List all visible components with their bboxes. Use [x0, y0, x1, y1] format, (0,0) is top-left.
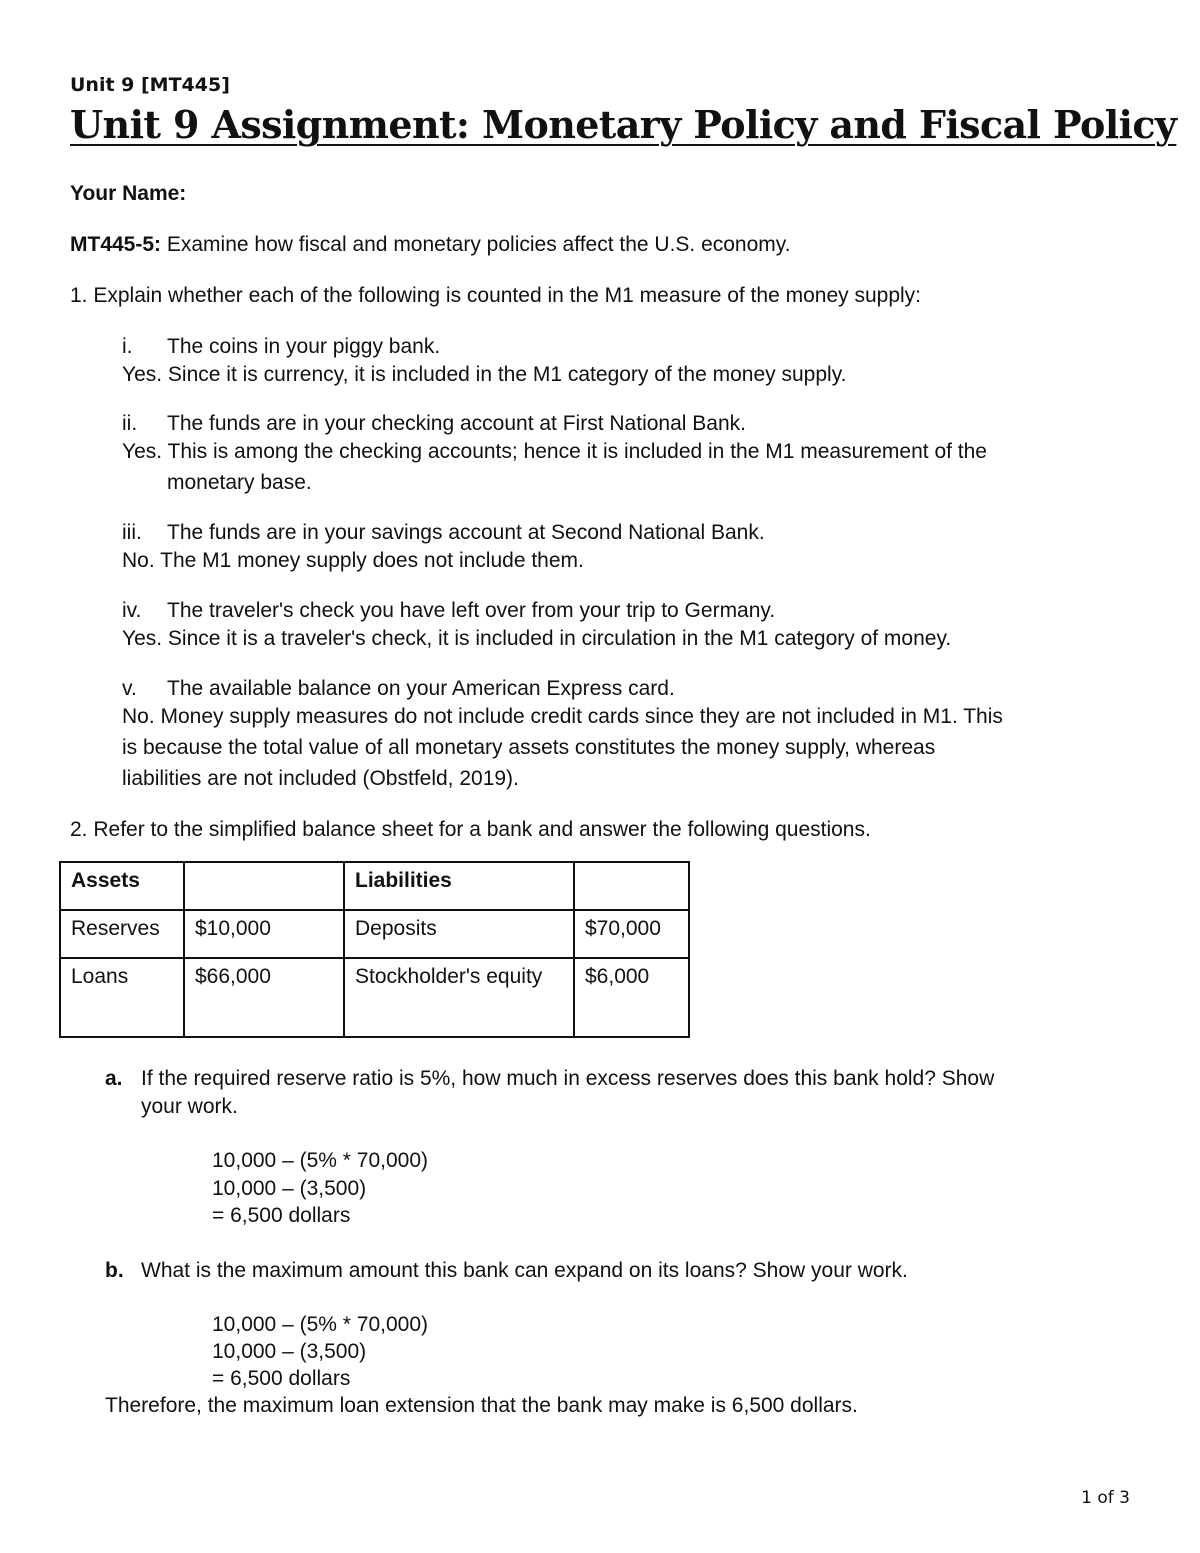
- name-label: Your Name:: [70, 182, 187, 205]
- table-header-cell: [574, 862, 689, 910]
- q1-answer-v-line2: is because the total value of all monetary assets constitutes the money supply, whereas: [122, 736, 936, 759]
- table-cell: Reserves: [60, 910, 184, 958]
- item-text: The coins in your piggy bank.: [167, 335, 441, 358]
- table-header-row: [60, 862, 689, 910]
- table-header-cell: Liabilities: [344, 862, 574, 910]
- item-text: The available balance on your American Express card.: [167, 677, 675, 700]
- item-number: iii.: [122, 521, 142, 544]
- q1-answer-ii-line1: Yes. This is among the checking accounts; hence it is included in the M1 measurement of the: [122, 440, 987, 463]
- table-cell: Loans: [60, 958, 184, 1037]
- q1-answer-iv: Yes. Since it is a traveler's check, it is included in circulation in the M1 category of money.: [122, 627, 952, 650]
- table-cell: $66,000: [184, 958, 344, 1037]
- page-number: 1 of 3: [1081, 1488, 1130, 1508]
- table-cell: $10,000: [184, 910, 344, 958]
- item-text: The funds are in your savings account at Second National Bank.: [167, 521, 765, 544]
- q1-answer-iii: No. The M1 money supply does not include them.: [122, 549, 584, 572]
- q2a-work-line3: = 6,500 dollars: [212, 1204, 351, 1227]
- table-header-cell: [184, 862, 344, 910]
- item-number: i.: [122, 335, 133, 358]
- q2b-work-line3: = 6,500 dollars: [212, 1367, 351, 1390]
- unit-label: Unit 9 [MT445]: [70, 74, 230, 96]
- q2b-work-line2: 10,000 – (3,500): [212, 1340, 367, 1363]
- balance-sheet-table: [59, 861, 690, 1038]
- q1-item-ii: [122, 410, 746, 438]
- table-row: [60, 910, 689, 958]
- q2a-question-line2: your work.: [141, 1095, 238, 1118]
- table-cell: Deposits: [344, 910, 574, 958]
- q2a-work-line1: 10,000 – (5% * 70,000): [212, 1149, 428, 1172]
- q1-answer-v-line3: liabilities are not included (Obstfeld, 2019).: [122, 767, 519, 790]
- item-number: ii.: [122, 412, 138, 435]
- table-row: [60, 958, 689, 1037]
- q1-item-iii: [122, 519, 765, 547]
- objective-text: Examine how fiscal and monetary policies affect the U.S. economy.: [161, 233, 791, 256]
- q1-answer-v-line1: No. Money supply measures do not include credit cards since they are not included in M1. This: [122, 705, 1003, 728]
- item-number: v.: [122, 677, 137, 700]
- q2a-question-line1: If the required reserve ratio is 5%, how much in excess reserves does this bank hold? Show: [141, 1067, 995, 1090]
- table-cell: $70,000: [574, 910, 689, 958]
- q1-item-iv: [122, 597, 775, 625]
- q2b-label: b.: [105, 1259, 124, 1282]
- objective: [70, 231, 791, 259]
- q1-item-v: [122, 675, 675, 703]
- q2b-question: What is the maximum amount this bank can expand on its loans? Show your work.: [141, 1259, 908, 1282]
- q1-answer-ii-line2: monetary base.: [167, 471, 312, 494]
- q1-answer-i: Yes. Since it is currency, it is included in the M1 category of the money supply.: [122, 363, 847, 386]
- q2-prompt: 2. Refer to the simplified balance sheet for a bank and answer the following questions.: [70, 818, 871, 841]
- q2a-work-line2: 10,000 – (3,500): [212, 1177, 367, 1200]
- q1-item-i: [122, 333, 440, 361]
- q2b-work-line1: 10,000 – (5% * 70,000): [212, 1313, 428, 1336]
- table-cell: Stockholder's equity: [344, 958, 574, 1037]
- table-cell: $6,000: [574, 958, 689, 1037]
- q1-prompt: 1. Explain whether each of the following is counted in the M1 measure of the money supply:: [70, 284, 921, 307]
- table-header-cell: Assets: [60, 862, 184, 910]
- page-title: Unit 9 Assignment: Monetary Policy and Fiscal Policy: [70, 102, 1177, 147]
- item-text: The funds are in your checking account at First National Bank.: [167, 412, 746, 435]
- q2a-label: a.: [105, 1067, 123, 1090]
- q2b-conclusion: Therefore, the maximum loan extension that the bank may make is 6,500 dollars.: [105, 1394, 858, 1417]
- item-text: The traveler's check you have left over from your trip to Germany.: [167, 599, 776, 622]
- objective-code: MT445-5:: [70, 233, 162, 256]
- item-number: iv.: [122, 599, 142, 622]
